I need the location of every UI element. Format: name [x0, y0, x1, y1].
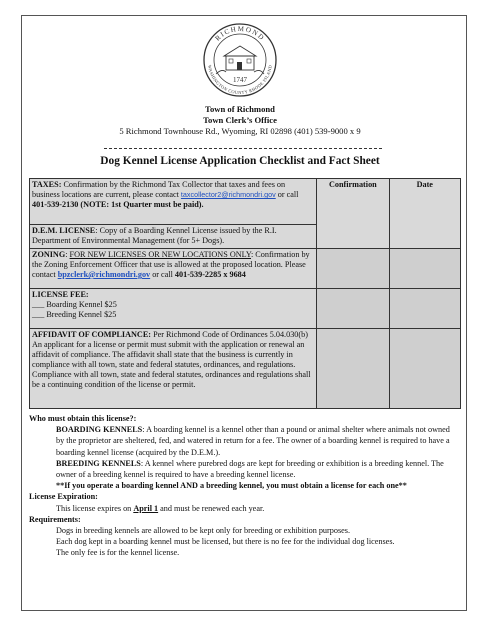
date-column-header: Date: [416, 180, 433, 189]
requirement-item: Each dog kept in a boarding kennel must be licensed, but there is no fee for the individual dog licenses.: [56, 537, 395, 547]
date-header-cell: [389, 179, 460, 249]
zoning-date-cell[interactable]: [389, 249, 460, 289]
office-address: 5 Richmond Townhouse Rd., Wyoming, RI 02898 (401) 539-9000 x 9: [119, 126, 361, 136]
requirements-heading: Requirements:: [29, 514, 81, 524]
town-name: Town of Richmond: [205, 104, 275, 114]
taxes-cell: TAXES: Confirmation by the Richmond Tax Collector that taxes and fees on business locations are current, please contact taxcollector2@richmondri.gov or call 401-539-2130 (NOTE: 1st Quarter must be paid).: [30, 179, 317, 225]
town-seal-logo: [202, 22, 278, 98]
fee-confirmation-cell[interactable]: [317, 289, 389, 329]
breeding-fee-line: ___ Breeding Kennel $25: [32, 310, 117, 319]
zoning-confirmation-cell[interactable]: [317, 249, 389, 289]
page-title: Dog Kennel License Application Checklist and Fact Sheet: [100, 155, 380, 167]
who-heading: Who must obtain this license?:: [29, 414, 137, 423]
fee-date-cell[interactable]: [389, 289, 460, 329]
expiration-date: April 1: [133, 503, 159, 513]
requirement-item: The only fee is for the kennel license.: [56, 548, 180, 558]
svg-text:1747: 1747: [233, 76, 247, 84]
affidavit-cell: AFFIDAVIT OF COMPLIANCE: Per Richmond Code of Ordinances 5.04.030(b) An applicant for a license or permit must submit with the application or renewal an affidavit of compliance. The affidavit shall state that the business is currently in compliance with all town, state and federal statutes, ordinances, and regulations. Compliance with all town, state and federal statutes, ordinances and regulations shall be a continuing condition of the license or permit.: [30, 329, 317, 409]
divider: [104, 148, 382, 149]
checklist-table: [29, 178, 461, 409]
confirmation-column-header: Confirmation: [328, 180, 377, 189]
zoning-email-link[interactable]: bpzclerk@richmondri.gov: [57, 270, 151, 279]
requirement-item: Dogs in breeding kennels are allowed to be kept only for breeding or exhibition purposes.: [56, 526, 350, 536]
affidavit-confirmation-cell[interactable]: [317, 329, 389, 409]
tax-collector-email-link[interactable]: taxcollector2@richmondri.gov: [180, 190, 276, 199]
affidavit-date-cell[interactable]: [389, 329, 460, 409]
license-fee-cell: LICENSE FEE: ___ Boarding Kennel $25 ___ Breeding Kennel $25: [30, 289, 317, 329]
svg-text:WASHINGTON COUNTY RHODE ISLAND: WASHINGTON COUNTY RHODE ISLAND: [207, 64, 273, 96]
separate-license-note: **If you operate a boarding kennel AND a breeding kennel, you must obtain a license for each one**: [56, 481, 407, 491]
svg-text:RICHMOND: RICHMOND: [213, 24, 267, 43]
boarding-kennels-paragraph: BOARDING KENNELS: A boarding kennel is a kennel other than a pound or animal shelter where animals not owned by the proprietor are sheltered, fed, and watered in return for a fee. The owner of a boarding kennel is required to have a boarding kennel license (acquired by the D.E.M.).: [56, 425, 450, 457]
expiration-heading: License Expiration:: [29, 492, 98, 502]
office-name: Town Clerk’s Office: [203, 115, 277, 125]
license-info: [29, 413, 459, 559]
dem-license-cell: D.E.M. LICENSE: Copy of a Boarding Kennel License issued by the R.I. Department of Environmental Management (for 5+ Dogs).: [30, 225, 317, 249]
zoning-cell: ZONING: FOR NEW LICENSES OR NEW LOCATIONS ONLY: Confirmation by the Zoning Enforcement Officer that use is allowed at the proposed location. Please contact bpzclerk@richmondri.gov or call 401-539-2285 x 9684: [30, 249, 317, 289]
boarding-fee-line: ___ Boarding Kennel $25: [32, 300, 117, 309]
confirmation-header-cell: [317, 179, 389, 249]
breeding-kennels-paragraph: BREEDING KENNELS: A kennel where purebred dogs are kept for breeding or exhibition is a breeding kennel. The owner of a breeding kennel is required to have a breeding kennel license.: [56, 458, 444, 480]
expiration-text: This license expires on April 1 and must be renewed each year.: [56, 503, 265, 513]
